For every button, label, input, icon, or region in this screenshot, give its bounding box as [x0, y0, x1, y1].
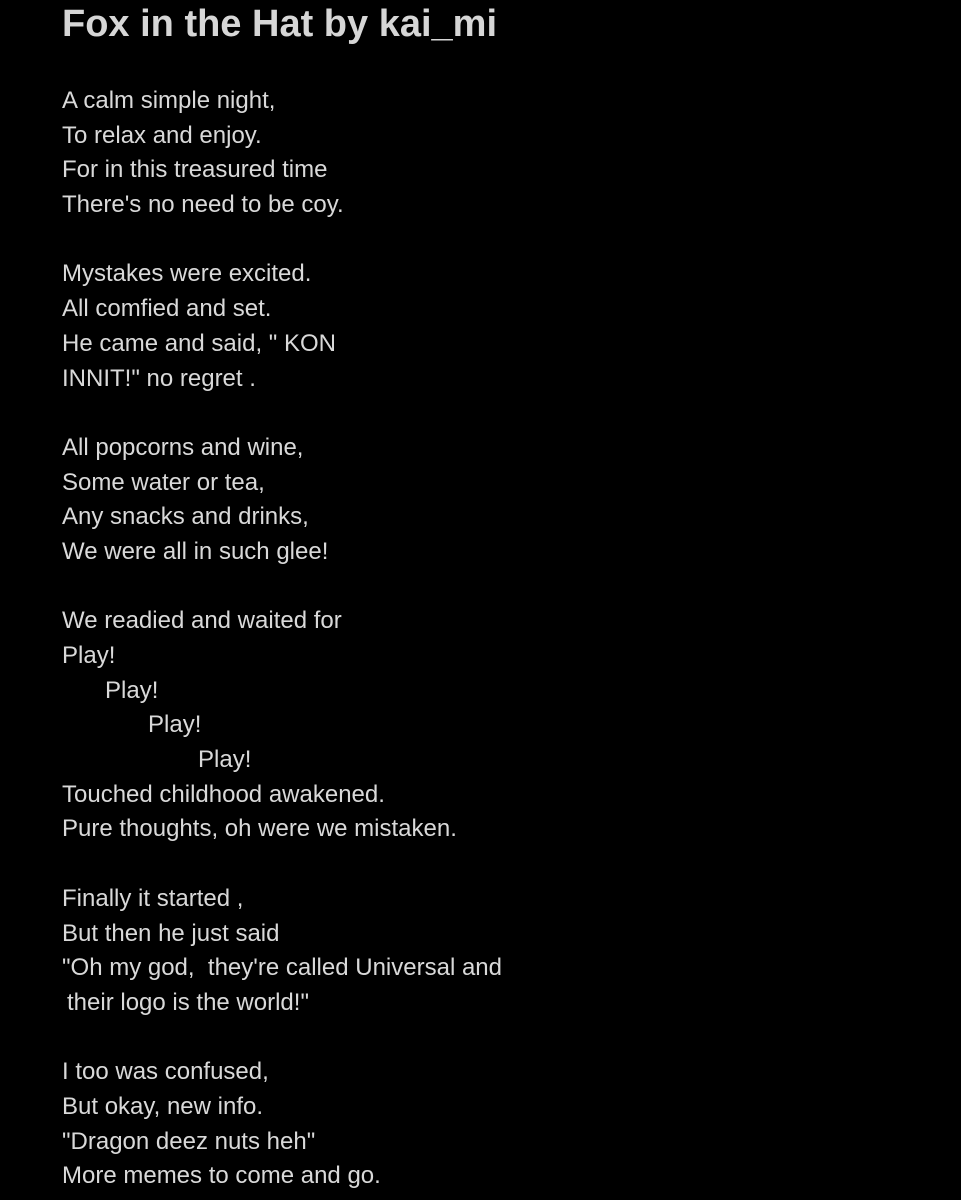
stanza-gap	[62, 1021, 942, 1056]
poem-line: INNIT!" no regret .	[62, 364, 256, 392]
poem-line: He came and said, " KON	[62, 329, 336, 357]
poem-body	[62, 84, 942, 1194]
poem-line: Play!	[62, 642, 116, 669]
poem-line: Mystakes were excited.	[62, 260, 312, 288]
poem-line: Some water or tea,	[62, 468, 265, 496]
stanza-6	[62, 1055, 942, 1194]
poem-line: To relax and enjoy.	[62, 121, 262, 149]
poem-line: "Oh my god, they're called Universal and	[62, 954, 502, 982]
poem-line: All popcorns and wine,	[62, 433, 304, 461]
stanza-1	[62, 84, 942, 223]
poem-line: More memes to come and go.	[62, 1162, 381, 1190]
stanza-gap	[62, 570, 942, 605]
poem-line: There's no need to be coy.	[62, 191, 344, 219]
stanza-2	[62, 257, 942, 396]
poem-line: Play!	[198, 746, 252, 774]
poem-title: Fox in the Hat by kai_mi	[62, 3, 497, 45]
poem-line: For in this treasured time	[62, 156, 328, 184]
poem-line: "Dragon deez nuts heh"	[62, 1127, 316, 1155]
stanza-gap	[62, 223, 942, 258]
stanza-5	[62, 882, 942, 1021]
poem-line: their logo is the world!"	[67, 988, 309, 1016]
poem-line: A calm simple night,	[62, 87, 276, 114]
poem-line: Play!	[148, 711, 202, 739]
poem-line: I too was confused,	[62, 1058, 269, 1086]
poem-line: Play!	[105, 676, 159, 704]
stanza-gap	[62, 847, 942, 882]
poem-line: But okay, new info.	[62, 1092, 263, 1120]
poem-line: Touched childhood awakened.	[62, 780, 385, 808]
poem-line: We were all in such glee!	[62, 537, 329, 565]
poem-line: Finally it started ,	[62, 884, 244, 912]
poem-line: All comfied and set.	[62, 295, 272, 323]
stanza-3	[62, 431, 942, 570]
stanza-gap	[62, 396, 942, 431]
poem-line: Any snacks and drinks,	[62, 503, 309, 531]
poem-line: But then he just said	[62, 919, 280, 947]
poem-line: We readied and waited for	[62, 607, 342, 635]
poem-line: Pure thoughts, oh were we mistaken.	[62, 815, 457, 843]
stanza-4	[62, 604, 942, 847]
